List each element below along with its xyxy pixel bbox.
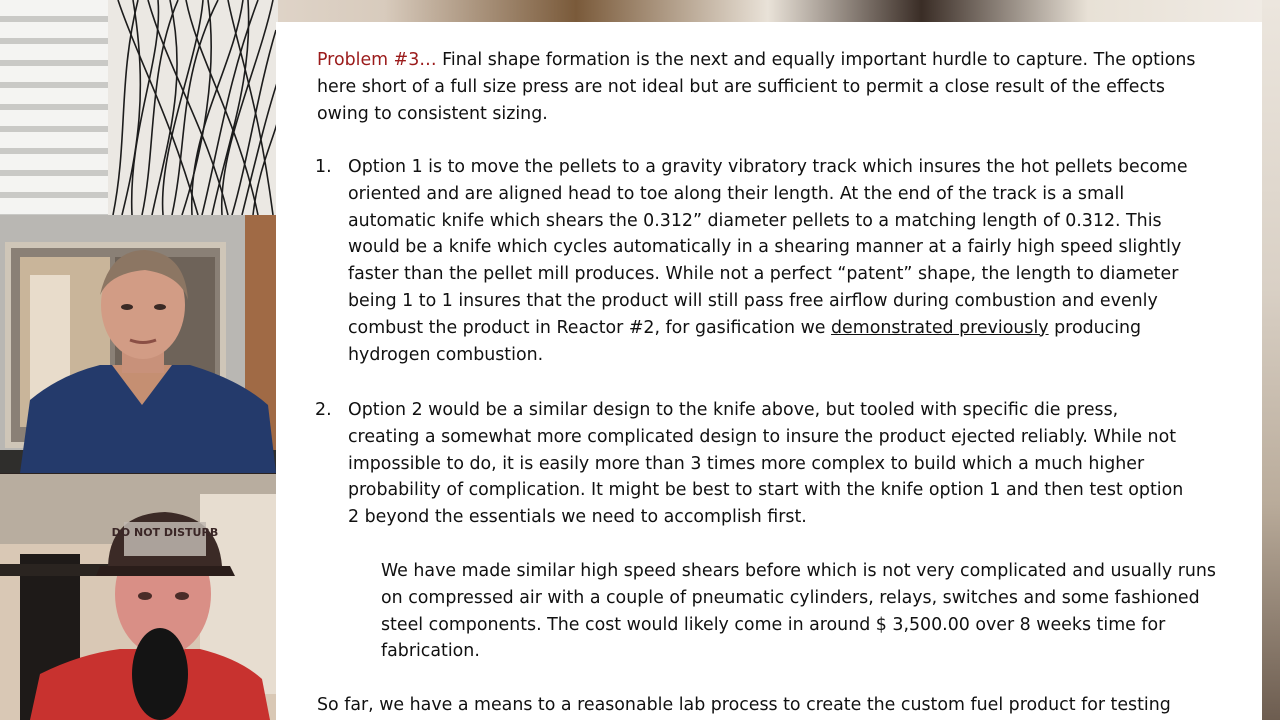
list-item-option-2 [315, 397, 1193, 531]
option-1-text: Option 1 is to move the pellets to a gravity vibratory track which insures the hot pellets become oriented and are aligned head to toe along their length. At the end of the track is a small automatic knife which shears the 0.312” diameter pellets to a matching length of 0.312. This would be a knife which cycles automatically in a shearing manner at a fairly high speed slightly faster than the pellet mill produces. While not a perfect “patent” shape, the length to diameter being 1 to 1 insures that the product will still pass free airflow during combustion and evenly combust the product in Reactor #2, for gasification we [348, 157, 1188, 338]
list-item-option-1 [315, 154, 1193, 368]
list-number: 1. [315, 157, 332, 177]
option-1-text-end: producing hydrogen combustion. [348, 317, 1142, 365]
document-page [276, 22, 1262, 720]
webcam-top-participant [0, 215, 276, 473]
problem-text: Final shape formation is the next and equally important hurdle to capture. The options here short of a full size press are not ideal but are sufficient to permit a close result of the effects owing to consistent sizing. [317, 50, 1196, 124]
webcam-bottom-participant [0, 474, 276, 720]
list-number: 2. [315, 400, 332, 420]
background-decor-grass [108, 0, 278, 215]
background-room-right [1262, 0, 1280, 720]
person-1-video [0, 215, 276, 473]
demonstrated-previously-link[interactable]: demonstrated previously [831, 317, 1049, 338]
person-2-video [0, 474, 276, 720]
cap-text: DO NOT DISTURB [111, 526, 219, 539]
option-2-text: Option 2 would be a similar design to the knife above, but tooled with specific die press, creating a somewhat more complicated design to insure the product ejected reliably. While not impossible to do, it is easily more than 3 times more complex to build which a much higher probability of complication. It might be best to start with the knife option 1 and then test option 2 beyond the essentials we need to accomplish first. [348, 400, 1184, 528]
problem-paragraph [317, 47, 1217, 127]
cutoff-paragraph: So far, we have a means to a reasonable lab process to create the custom fuel product for testing [317, 695, 1171, 715]
background-window-blinds [0, 0, 108, 215]
problem-label: Problem #3… [317, 50, 437, 70]
shears-paragraph: We have made similar high speed shears before which is not very complicated and usually runs on compressed air with a couple of pneumatic cylinders, relays, switches and some fashioned steel components. The cost would likely come in around $ 3,500.00 over 8 weeks time for fabrication. [381, 561, 1216, 662]
